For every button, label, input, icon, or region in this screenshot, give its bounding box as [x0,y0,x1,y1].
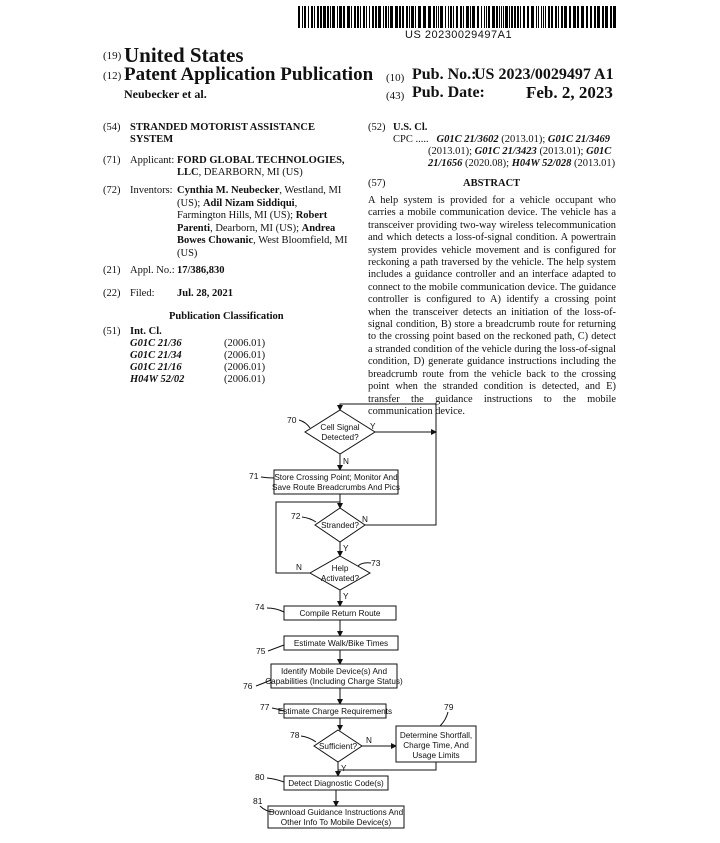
d72-no: N [362,515,368,524]
b76-line-1: Identify Mobile Device(s) And [280,667,388,676]
applicant-line-2-location: , DEARBORN, MI (US) [198,167,303,178]
intcl-label: Int. Cl. [130,326,162,337]
b81-line-2: Other Info To Mobile Device(s) [280,818,392,827]
b75-label: Estimate Walk/Bike Times [293,639,389,648]
publication-classification-heading: Publication Classification [169,311,284,322]
ref-75: 75 [256,646,266,656]
abstract-code: (57) [368,178,386,189]
uscl-code: (52) [368,122,386,133]
cpc-line-3: 21/1656 (2020.08); H04W 52/028 (2013.01) [428,158,616,169]
inventor-line: (US) [177,247,198,259]
inventor-line: Cynthia M. Neubecker, Westland, MI [177,185,342,196]
cpc-line-1: CPC ..... G01C 21/3602 (2013.01); G01C 21/3469 [393,134,611,145]
b71-line-2: Save Route Breadcrumbs And Pics [272,483,400,492]
pub-date-value: Feb. 2, 2023 [526,83,613,102]
ref-71: 71 [249,471,259,481]
b77-label: Estimate Charge Requirements [277,707,393,716]
decision-help-activated [310,556,370,590]
code-10: (10) [386,72,405,84]
d73-line-2: Activated? [320,574,360,583]
inventors-code: (72) [103,185,121,196]
applicant-code: (71) [103,155,121,166]
title-code: (54) [103,122,121,133]
applicant-line-2-name: LLC [177,167,199,178]
document-type: Patent Application Publication [124,64,374,85]
inventors-label: Inventors: [130,185,173,196]
ref-80: 80 [255,772,265,782]
d70-line-1: Cell Signal [320,423,360,432]
applicant-line-1: FORD GLOBAL TECHNOLOGIES, [177,155,345,166]
leader-73 [358,563,371,566]
d78-yes: Y [341,764,347,773]
d72-yes: Y [343,544,349,553]
filed-value: Jul. 28, 2021 [177,288,234,299]
ref-76: 76 [243,681,253,691]
intcl-class: G01C 21/36 [130,338,182,349]
abstract-text: A help system is provided for a vehicle occupant who carries a mobile communication device. The vehicle has a transceiver providing two-way wireless telecommunication and which detects a loss-of-signal condition. A powertrain system provides vehicle movement and is configured for reckoning a path traversed by the vehicle. The help system includes a guidance controller and an interface adapted to connect to the mobile communication device. The guidance controller is configured to A) identify a crossing point when the transceiver detects an initiation of the loss-of-signal condition, B) store a breadcrumb route for returning to the crossing point based on the reckoned path, C) detect a stranded condition of the vehicle during the loss-of-signal condition, D) generate guidance instructions including the breadcrumb route from the vehicle back to the crossing point when the stranded condition is detected, and E) transfer the guidance instructions to the mobile communication device. [368,195,616,417]
intcl-version: (2006.01) [224,362,266,373]
leader-74 [267,608,284,612]
code-19: (19) [103,50,122,62]
d70-line-2: Detected? [321,433,359,442]
ref-78: 78 [290,730,300,740]
pub-no-label: Pub. No.: [412,66,477,83]
inventor-line: Farmington Hills, MI (US); Robert [177,210,328,222]
b81-line-1: Download Guidance Instructions And [268,808,404,817]
filed-label: Filed: [130,288,155,299]
d78-no: N [366,736,372,745]
d73-no: N [296,563,302,572]
pub-date-label: Pub. Date: [412,84,485,101]
leader-70 [299,420,310,428]
leader-78 [301,736,316,742]
inventor-line: (US); Adil Nizam Siddiqui, [177,197,298,209]
publication-number-under-barcode: US 20230029497A1 [405,29,513,41]
intcl-version: (2006.01) [224,374,266,385]
b80-label: Detect Diagnostic Code(s) [288,779,384,788]
cpc-line-2: (2013.01); G01C 21/3423 (2013.01); G01C [428,146,612,157]
leader-75 [268,645,284,651]
code-43: (43) [386,90,405,102]
b79-line-3: Usage Limits [412,751,460,760]
intcl-version: (2006.01) [224,350,266,361]
d70-yes: Y [370,422,376,431]
leader-71 [261,477,274,478]
b71-line-1: Store Crossing Point; Monitor And [274,473,398,482]
d72-label: Stranded? [321,521,359,530]
ref-79: 79 [444,702,454,712]
title-line-2: SYSTEM [130,134,174,145]
b79-line-1: Determine Shortfall, [399,731,473,740]
inventor-line: Bowes Chowanic, West Bloomfield, MI [177,235,348,247]
title-line-1: STRANDED MOTORIST ASSISTANCE [130,122,315,133]
d78-label: Sufficient? [318,742,358,751]
b79-line-2: Charge Time, And [403,741,469,750]
pub-no-value: US 2023/0029497 A1 [474,66,614,83]
appl-value: 17/386,830 [177,265,225,276]
ref-72: 72 [291,511,301,521]
leader-79 [440,712,448,726]
inventors-short: Neubecker et al. [124,87,207,101]
decision-cell-signal [305,410,375,454]
leader-80 [267,778,284,782]
filed-code: (22) [103,288,121,299]
uscl-label: U.S. Cl. [393,122,428,133]
ref-81: 81 [253,796,263,806]
intcl-version: (2006.01) [224,338,266,349]
b74-label: Compile Return Route [299,609,381,618]
abstract-heading: ABSTRACT [463,178,521,189]
d73-yes: Y [343,592,349,601]
code-12: (12) [103,70,122,82]
country: United States [124,43,244,67]
ref-70: 70 [287,415,297,425]
appl-code: (21) [103,265,121,276]
intcl-code: (51) [103,326,121,337]
ref-74: 74 [255,602,265,612]
appl-label: Appl. No.: [130,265,175,276]
intcl-class: G01C 21/34 [130,350,182,361]
applicant-label: Applicant: [130,155,175,166]
ref-77: 77 [260,702,270,712]
b76-line-2: Capabilities (Including Charge Status) [265,677,403,686]
leader-72 [302,517,316,522]
intcl-class: G01C 21/16 [130,362,182,373]
d70-no: N [343,457,349,466]
intcl-class: H04W 52/02 [130,374,185,385]
ref-73: 73 [371,558,381,568]
d73-line-1: Help [331,564,349,573]
inventor-line: Parenti, Dearborn, MI (US); Andrea [177,222,336,234]
connector-79-back [338,762,436,770]
